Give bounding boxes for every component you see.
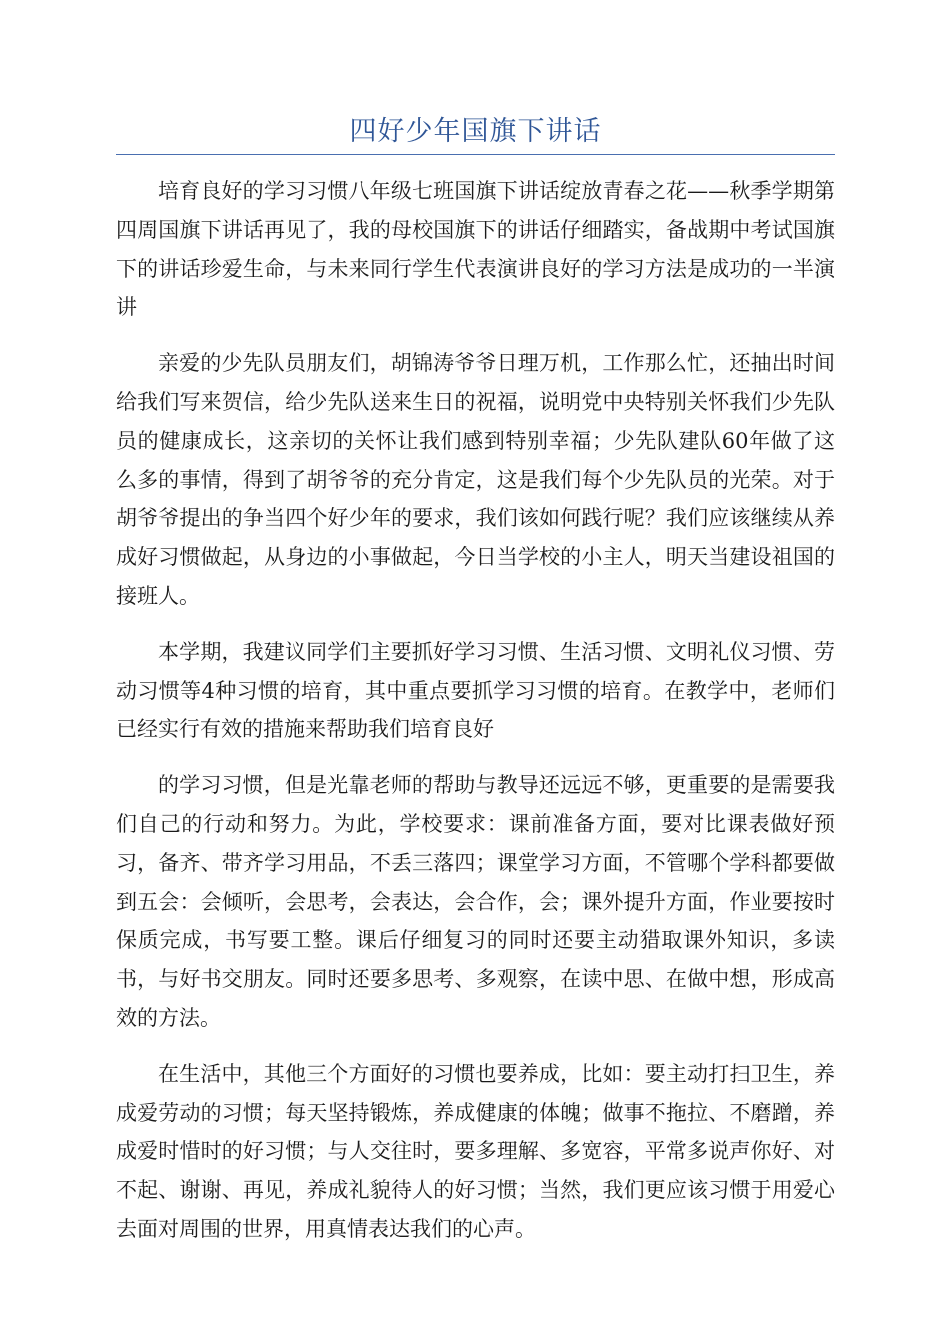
document-body (116, 172, 835, 1266)
paragraph: 本学期，我建议同学们主要抓好学习习惯、生活习惯、文明礼仪习惯、劳动习惯等4种习惯的培育，其中重点要抓学习习惯的培育。在教学中，老师们已经实行有效的措施来帮助我们培育良好 (116, 639, 835, 742)
document-title: 四好少年国旗下讲话 (349, 116, 602, 147)
title-underline (116, 154, 835, 155)
paragraph: 的学习习惯，但是光靠老师的帮助与教导还远远不够，更重要的是需要我们自己的行动和努力。为此，学校要求：课前准备方面，要对比课表做好预习，备齐、带齐学习用品，不丢三落四；课堂学习方面，不管哪个学科都要做到五会：会倾听，会思考，会表达，会合作，会；课外提升方面，作业要按时保质完成，书写要工整。课后仔细复习的同时还要主动猎取课外知识，多读书，与好书交朋友。同时还要多思考、多观察，在读中思、在做中想，形成高效的方法。 (116, 773, 835, 1030)
paragraph: 在生活中，其他三个方面好的习惯也要养成，比如：要主动打扫卫生，养成爱劳动的习惯；每天坚持锻炼，养成健康的体魄；做事不拖拉、不磨蹭，养成爱时惜时的好习惯；与人交往时，要多理解、多宽容，平常多说声你好、对不起、谢谢、再见，养成礼貌待人的好习惯；当然，我们更应该习惯于用爱心去面对周围的世界，用真情表达我们的心声。 (116, 1061, 835, 1241)
paragraph: 亲爱的少先队员朋友们，胡锦涛爷爷日理万机，工作那么忙，还抽出时间给我们写来贺信，给少先队送来生日的祝福，说明党中央特别关怀我们少先队员的健康成长，这亲切的关怀让我们感到特别幸福；少先队建队60年做了这么多的事情，得到了胡爷爷的充分肯定，这是我们每个少先队员的光荣。对于胡爷爷提出的争当四个好少年的要求，我们该如何践行呢？我们应该继续从养成好习惯做起，从身边的小事做起，今日当学校的小主人，明天当建设祖国的接班人。 (116, 351, 835, 608)
paragraph: 培育良好的学习习惯八年级七班国旗下讲话绽放青春之花——秋季学期第四周国旗下讲话再见了，我的母校国旗下的讲话仔细踏实，备战期中考试国旗下的讲话珍爱生命，与未来同行学生代表演讲良好的学习方法是成功的一半演讲 (116, 179, 835, 320)
